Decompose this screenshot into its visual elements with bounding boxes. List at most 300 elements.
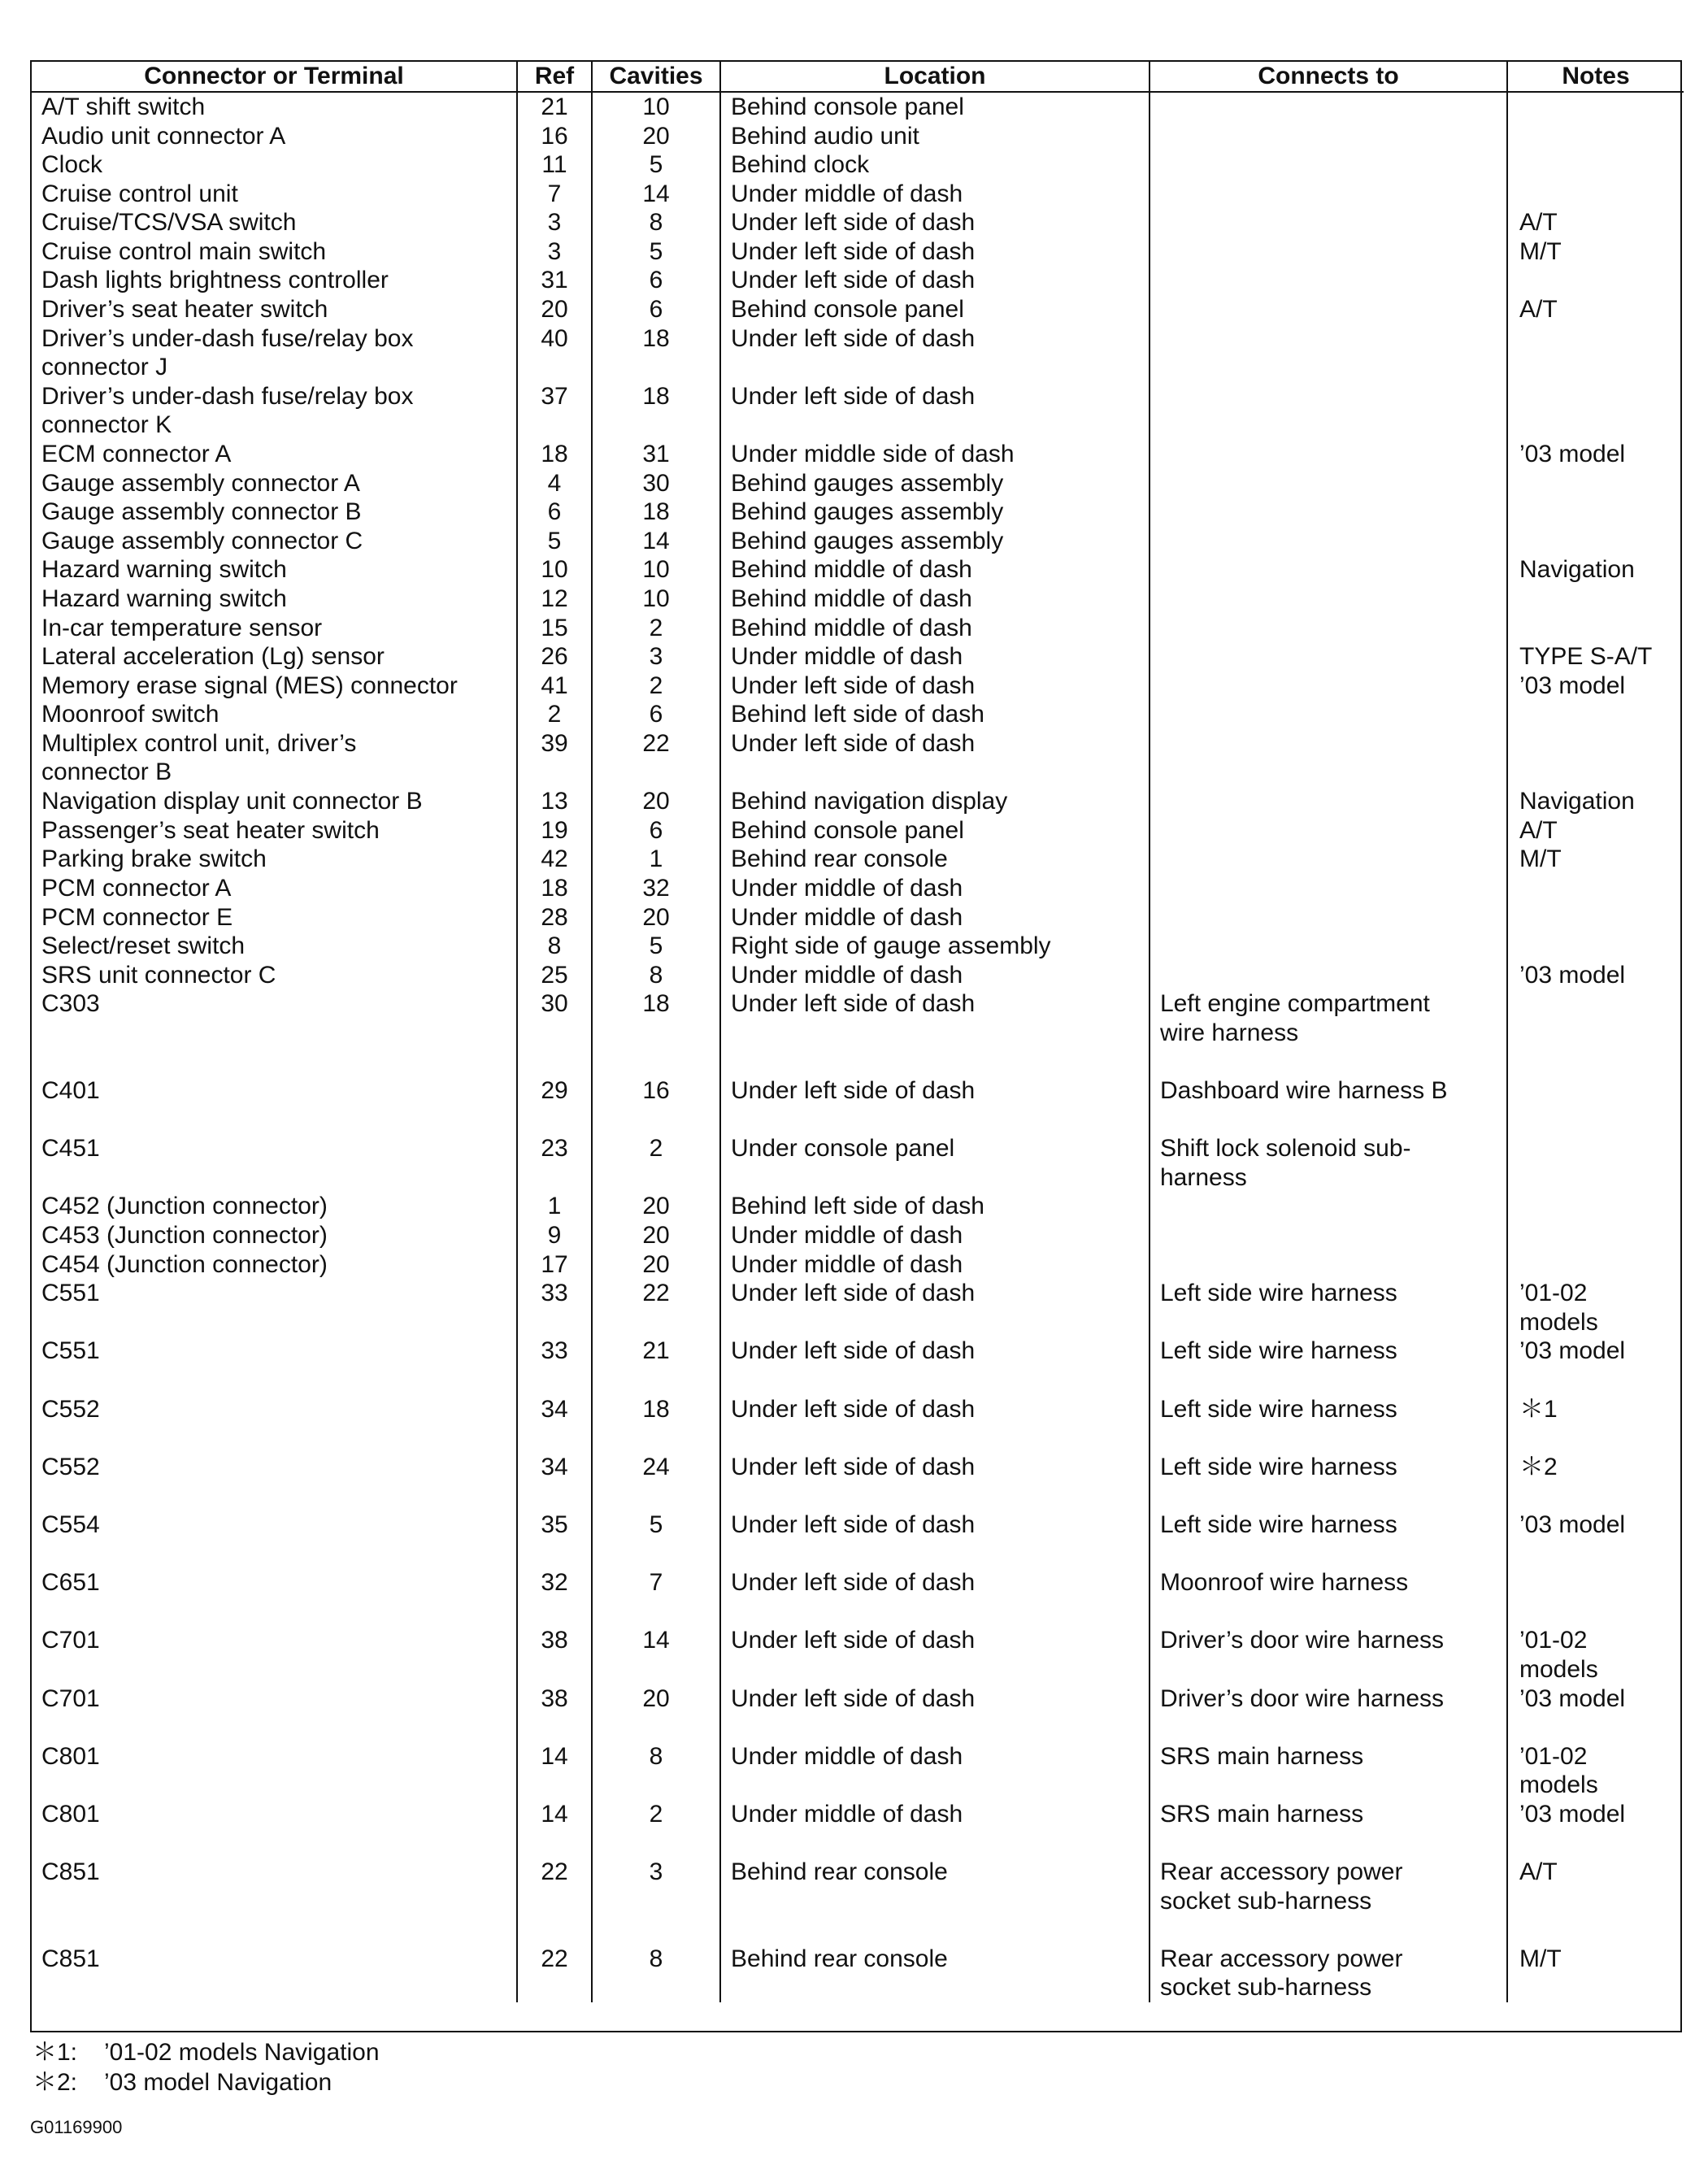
- table-row: [32, 642, 1684, 672]
- cell-notes: M/T: [1507, 845, 1684, 874]
- cell-connector: Gauge assembly connector B: [41, 498, 362, 526]
- cell-notes: ’03 model: [1507, 1800, 1684, 1858]
- table-row: [32, 903, 1684, 932]
- cell-ref: 33: [517, 1279, 592, 1337]
- table-row: [32, 932, 1684, 961]
- cell-connector: C552: [41, 1395, 100, 1423]
- cell-connects-to: [1150, 932, 1507, 961]
- cell-location: Under left side of dash: [720, 1626, 1150, 1684]
- cell-location: Under left side of dash: [720, 1076, 1150, 1134]
- cell-ref: 37: [517, 382, 592, 440]
- table-row: [32, 585, 1684, 614]
- cell-cavities: 10: [592, 555, 720, 585]
- cell-ref: 31: [517, 266, 592, 295]
- cell-location: Under middle of dash: [720, 180, 1150, 209]
- table-body: [32, 92, 1684, 2002]
- cell-connector: C801: [41, 1742, 100, 1770]
- cell-cavities: 8: [592, 961, 720, 990]
- cell-ref: 39: [517, 729, 592, 787]
- cell-connector: C851: [41, 1945, 100, 1972]
- cell-location: Behind left side of dash: [720, 700, 1150, 729]
- cell-cavities: 20: [592, 122, 720, 151]
- cell-ref: 34: [517, 1453, 592, 1510]
- cell-ref: 25: [517, 961, 592, 990]
- header-connector: Connector or Terminal: [32, 62, 517, 92]
- cell-connects-to: [1150, 1250, 1507, 1280]
- cell-connector: Lateral acceleration (Lg) sensor: [41, 643, 385, 671]
- cell-connector: C453 (Junction connector): [41, 1222, 328, 1250]
- cell-connects-to: [1150, 1221, 1507, 1250]
- cell-location: Under left side of dash: [720, 266, 1150, 295]
- cell-notes: [1507, 729, 1684, 787]
- cell-ref: 10: [517, 555, 592, 585]
- cell-cavities: 8: [592, 1742, 720, 1800]
- header-cavities: Cavities: [592, 62, 720, 92]
- table-row: [32, 469, 1684, 498]
- cell-ref: 40: [517, 324, 592, 382]
- cell-location: Under middle of dash: [720, 1250, 1150, 1280]
- cell-connector: PCM connector E: [41, 903, 233, 931]
- table-row: [32, 324, 1684, 382]
- cell-connector: Cruise/TCS/VSA switch: [41, 209, 297, 237]
- cell-cavities: 5: [592, 932, 720, 961]
- cell-connector: C552: [41, 1453, 100, 1480]
- cell-notes: [1507, 527, 1684, 556]
- figure-id: G01169900: [30, 2117, 123, 2137]
- cell-cavities: 5: [592, 1510, 720, 1568]
- cell-cavities: 2: [592, 614, 720, 643]
- header-notes: Notes: [1507, 62, 1684, 92]
- cell-cavities: 18: [592, 382, 720, 440]
- cell-connector: Driver’s under-dash fuse/relay box connector K: [41, 382, 414, 439]
- table-row: [32, 1453, 1684, 1510]
- table-row: [32, 729, 1684, 787]
- cell-notes: A/T: [1507, 295, 1684, 324]
- cell-notes: [1507, 874, 1684, 903]
- cell-location: Under left side of dash: [720, 1279, 1150, 1337]
- cell-connects-to: [1150, 555, 1507, 585]
- footnote-mark: ＊1:: [33, 2039, 78, 2066]
- cell-notes: ＊1: [1507, 1395, 1684, 1453]
- cell-ref: 18: [517, 440, 592, 469]
- table-row: [32, 266, 1684, 295]
- cell-connector: C701: [41, 1684, 100, 1712]
- cell-notes: ＊2: [1507, 1453, 1684, 1510]
- cell-ref: 26: [517, 642, 592, 672]
- cell-location: Under left side of dash: [720, 382, 1150, 440]
- cell-cavities: 18: [592, 989, 720, 1076]
- cell-cavities: 2: [592, 1134, 720, 1192]
- cell-location: Under left side of dash: [720, 1453, 1150, 1510]
- cell-connector: ECM connector A: [41, 441, 232, 468]
- cell-notes: [1507, 180, 1684, 209]
- cell-cavities: 18: [592, 1395, 720, 1453]
- cell-connector: In-car temperature sensor: [41, 614, 323, 641]
- table-row: [32, 845, 1684, 874]
- cell-location: Behind console panel: [720, 816, 1150, 845]
- cell-location: Under left side of dash: [720, 208, 1150, 237]
- cell-ref: 7: [517, 180, 592, 209]
- cell-location: Behind middle of dash: [720, 585, 1150, 614]
- cell-connects-to: [1150, 961, 1507, 990]
- cell-ref: 14: [517, 1742, 592, 1800]
- cell-cavities: 20: [592, 1250, 720, 1280]
- cell-ref: 5: [517, 527, 592, 556]
- cell-connects-to: [1150, 122, 1507, 151]
- cell-notes: M/T: [1507, 237, 1684, 267]
- cell-notes: [1507, 324, 1684, 382]
- connector-table: [32, 62, 1684, 2002]
- header-location: Location: [720, 62, 1150, 92]
- cell-ref: 34: [517, 1395, 592, 1453]
- cell-connector: C554: [41, 1511, 100, 1539]
- cell-ref: 19: [517, 816, 592, 845]
- cell-cavities: 3: [592, 1858, 720, 1945]
- cell-connector: Cruise control main switch: [41, 237, 327, 265]
- cell-connector: SRS unit connector C: [41, 961, 276, 989]
- cell-location: Right side of gauge assembly: [720, 932, 1150, 961]
- table-row: [32, 1395, 1684, 1453]
- cell-notes: ’01-02 models: [1507, 1279, 1684, 1337]
- cell-notes: A/T: [1507, 1858, 1684, 1945]
- table-row: [32, 787, 1684, 816]
- cell-ref: 15: [517, 614, 592, 643]
- cell-location: Under middle of dash: [720, 642, 1150, 672]
- footnote-text: ’01-02 models Navigation: [104, 2039, 380, 2066]
- cell-cavities: 2: [592, 672, 720, 701]
- cell-location: Behind rear console: [720, 1858, 1150, 1945]
- cell-connector: Hazard warning switch: [41, 585, 287, 612]
- cell-location: Under left side of dash: [720, 1510, 1150, 1568]
- cell-connects-to: [1150, 498, 1507, 527]
- cell-cavities: 14: [592, 1626, 720, 1684]
- cell-connects-to: Driver’s door wire harness: [1150, 1626, 1507, 1684]
- cell-connects-to: [1150, 440, 1507, 469]
- cell-cavities: 20: [592, 787, 720, 816]
- cell-connector: C551: [41, 1337, 100, 1365]
- cell-ref: 6: [517, 498, 592, 527]
- cell-location: Under console panel: [720, 1134, 1150, 1192]
- cell-connector: C303: [41, 990, 100, 1018]
- cell-location: Behind rear console: [720, 845, 1150, 874]
- cell-connects-to: SRS main harness: [1150, 1742, 1507, 1800]
- cell-notes: [1507, 122, 1684, 151]
- cell-ref: 11: [517, 150, 592, 180]
- cell-location: Under left side of dash: [720, 1568, 1150, 1626]
- cell-cavities: 31: [592, 440, 720, 469]
- table-row: [32, 237, 1684, 267]
- cell-notes: [1507, 903, 1684, 932]
- cell-cavities: 6: [592, 295, 720, 324]
- cell-cavities: 2: [592, 1800, 720, 1858]
- cell-notes: ’01-02 models: [1507, 1626, 1684, 1684]
- cell-notes: [1507, 150, 1684, 180]
- table-row: [32, 527, 1684, 556]
- cell-cavities: 14: [592, 527, 720, 556]
- cell-connector: PCM connector A: [41, 874, 232, 902]
- cell-cavities: 18: [592, 498, 720, 527]
- cell-ref: 14: [517, 1800, 592, 1858]
- table-row: [32, 440, 1684, 469]
- cell-connector: Memory erase signal (MES) connector: [41, 672, 458, 699]
- cell-connector: C401: [41, 1077, 100, 1105]
- cell-connector: C701: [41, 1627, 100, 1654]
- cell-connects-to: [1150, 642, 1507, 672]
- cell-ref: 13: [517, 787, 592, 816]
- table-row: [32, 122, 1684, 151]
- cell-connects-to: Rear accessory power socket sub-harness: [1150, 1858, 1507, 1945]
- cell-connects-to: [1150, 614, 1507, 643]
- table-row: [32, 1945, 1684, 2002]
- cell-cavities: 5: [592, 237, 720, 267]
- table-row: [32, 989, 1684, 1076]
- cell-connects-to: Rear accessory power socket sub-harness: [1150, 1945, 1507, 2002]
- cell-connector: C451: [41, 1135, 100, 1163]
- table-row: [32, 816, 1684, 845]
- table-row: [32, 208, 1684, 237]
- cell-connector: Moonroof switch: [41, 701, 219, 728]
- cell-connects-to: Dashboard wire harness B: [1150, 1076, 1507, 1134]
- cell-cavities: 20: [592, 1684, 720, 1742]
- table-row: [32, 1337, 1684, 1394]
- cell-cavities: 22: [592, 1279, 720, 1337]
- cell-notes: [1507, 1134, 1684, 1192]
- cell-cavities: 24: [592, 1453, 720, 1510]
- cell-notes: [1507, 92, 1684, 122]
- cell-notes: [1507, 266, 1684, 295]
- cell-ref: 38: [517, 1684, 592, 1742]
- cell-connects-to: [1150, 903, 1507, 932]
- cell-notes: Navigation: [1507, 787, 1684, 816]
- cell-notes: A/T: [1507, 208, 1684, 237]
- cell-connector: Dash lights brightness controller: [41, 267, 389, 294]
- cell-cavities: 1: [592, 845, 720, 874]
- cell-connects-to: Moonroof wire harness: [1150, 1568, 1507, 1626]
- cell-cavities: 8: [592, 1945, 720, 2002]
- cell-connects-to: Left side wire harness: [1150, 1453, 1507, 1510]
- table-row: [32, 700, 1684, 729]
- cell-notes: [1507, 1568, 1684, 1626]
- cell-cavities: 10: [592, 585, 720, 614]
- cell-cavities: 20: [592, 1221, 720, 1250]
- cell-ref: 32: [517, 1568, 592, 1626]
- cell-connector: C801: [41, 1800, 100, 1828]
- header-ref: Ref: [517, 62, 592, 92]
- footnote-mark: ＊2:: [33, 2069, 78, 2096]
- cell-location: Under left side of dash: [720, 989, 1150, 1076]
- cell-location: Behind left side of dash: [720, 1192, 1150, 1221]
- cell-notes: M/T: [1507, 1945, 1684, 2002]
- cell-connects-to: Left side wire harness: [1150, 1337, 1507, 1394]
- table-row: [32, 1742, 1684, 1800]
- cell-ref: 20: [517, 295, 592, 324]
- cell-ref: 4: [517, 469, 592, 498]
- table-row: [32, 295, 1684, 324]
- cell-connects-to: [1150, 469, 1507, 498]
- cell-notes: [1507, 498, 1684, 527]
- cell-notes: ’03 model: [1507, 1337, 1684, 1394]
- header-connects-to: Connects to: [1150, 62, 1507, 92]
- cell-location: Under left side of dash: [720, 237, 1150, 267]
- cell-notes: A/T: [1507, 816, 1684, 845]
- cell-cavities: 30: [592, 469, 720, 498]
- cell-ref: 22: [517, 1945, 592, 2002]
- cell-cavities: 32: [592, 874, 720, 903]
- cell-ref: 23: [517, 1134, 592, 1192]
- cell-notes: [1507, 700, 1684, 729]
- table-row: [32, 382, 1684, 440]
- cell-cavities: 3: [592, 642, 720, 672]
- cell-connects-to: [1150, 324, 1507, 382]
- cell-ref: 41: [517, 672, 592, 701]
- cell-location: Under middle of dash: [720, 1800, 1150, 1858]
- cell-ref: 38: [517, 1626, 592, 1684]
- cell-connects-to: Driver’s door wire harness: [1150, 1684, 1507, 1742]
- table-row: [32, 1858, 1684, 1945]
- cell-notes: ’03 model: [1507, 1510, 1684, 1568]
- cell-location: Behind middle of dash: [720, 614, 1150, 643]
- cell-connects-to: [1150, 382, 1507, 440]
- cell-ref: 33: [517, 1337, 592, 1394]
- cell-cavities: 6: [592, 700, 720, 729]
- cell-connects-to: [1150, 295, 1507, 324]
- cell-connector: C851: [41, 1858, 100, 1886]
- table-row: [32, 1510, 1684, 1568]
- cell-location: Behind gauges assembly: [720, 469, 1150, 498]
- cell-ref: 29: [517, 1076, 592, 1134]
- cell-notes: [1507, 469, 1684, 498]
- cell-ref: 8: [517, 932, 592, 961]
- cell-ref: 18: [517, 874, 592, 903]
- header-row: [32, 62, 1684, 92]
- cell-notes: ’03 model: [1507, 1684, 1684, 1742]
- cell-connector: Driver’s under-dash fuse/relay box connector J: [41, 324, 414, 381]
- cell-connects-to: [1150, 1192, 1507, 1221]
- cell-connector: Passenger’s seat heater switch: [41, 816, 380, 844]
- cell-connects-to: Left side wire harness: [1150, 1510, 1507, 1568]
- cell-cavities: 5: [592, 150, 720, 180]
- cell-location: Under left side of dash: [720, 324, 1150, 382]
- cell-connects-to: SRS main harness: [1150, 1800, 1507, 1858]
- cell-connects-to: Left side wire harness: [1150, 1279, 1507, 1337]
- cell-connects-to: [1150, 266, 1507, 295]
- cell-connects-to: [1150, 237, 1507, 267]
- cell-connects-to: [1150, 700, 1507, 729]
- cell-ref: 1: [517, 1192, 592, 1221]
- cell-location: Under middle of dash: [720, 1221, 1150, 1250]
- cell-location: Behind rear console: [720, 1945, 1150, 2002]
- cell-connector: Parking brake switch: [41, 845, 267, 873]
- cell-location: Under left side of dash: [720, 729, 1150, 787]
- cell-location: Under middle side of dash: [720, 440, 1150, 469]
- cell-connector: Driver’s seat heater switch: [41, 296, 328, 324]
- cell-connects-to: [1150, 672, 1507, 701]
- table-row: [32, 1076, 1684, 1134]
- cell-cavities: 18: [592, 324, 720, 382]
- cell-cavities: 16: [592, 1076, 720, 1134]
- cell-notes: [1507, 382, 1684, 440]
- cell-notes: [1507, 989, 1684, 1076]
- table-row: [32, 1250, 1684, 1280]
- cell-notes: [1507, 932, 1684, 961]
- cell-connects-to: [1150, 729, 1507, 787]
- table-row: [32, 1134, 1684, 1192]
- table-row: [32, 614, 1684, 643]
- table-row: [32, 672, 1684, 701]
- cell-ref: 30: [517, 989, 592, 1076]
- connector-table-frame: [30, 60, 1682, 2032]
- footnotes: [33, 2037, 380, 2097]
- cell-ref: 17: [517, 1250, 592, 1280]
- cell-ref: 28: [517, 903, 592, 932]
- cell-cavities: 8: [592, 208, 720, 237]
- cell-ref: 22: [517, 1858, 592, 1945]
- cell-cavities: 6: [592, 816, 720, 845]
- cell-ref: 3: [517, 208, 592, 237]
- table-row: [32, 555, 1684, 585]
- cell-connects-to: Left engine compartment wire harness: [1150, 989, 1507, 1076]
- cell-connector: C551: [41, 1280, 100, 1307]
- table-row: [32, 1192, 1684, 1221]
- cell-notes: ’03 model: [1507, 672, 1684, 701]
- cell-notes: ’03 model: [1507, 440, 1684, 469]
- cell-notes: [1507, 1192, 1684, 1221]
- cell-notes: Navigation: [1507, 555, 1684, 585]
- cell-location: Under left side of dash: [720, 1395, 1150, 1453]
- cell-location: Under left side of dash: [720, 1684, 1150, 1742]
- cell-connector: Gauge assembly connector C: [41, 527, 363, 554]
- cell-cavities: 20: [592, 1192, 720, 1221]
- cell-notes: ’01-02 models: [1507, 1742, 1684, 1800]
- table-row: [32, 150, 1684, 180]
- cell-location: Behind clock: [720, 150, 1150, 180]
- cell-ref: 21: [517, 92, 592, 122]
- cell-connector: A/T shift switch: [41, 93, 206, 120]
- cell-connects-to: [1150, 527, 1507, 556]
- cell-connects-to: Shift lock solenoid sub- harness: [1150, 1134, 1507, 1192]
- footnote-text: ’03 model Navigation: [104, 2069, 332, 2096]
- cell-cavities: 10: [592, 92, 720, 122]
- cell-location: Under middle of dash: [720, 903, 1150, 932]
- cell-ref: 2: [517, 700, 592, 729]
- cell-connects-to: [1150, 585, 1507, 614]
- cell-connects-to: [1150, 787, 1507, 816]
- cell-location: Behind console panel: [720, 92, 1150, 122]
- cell-cavities: 6: [592, 266, 720, 295]
- table-row: [32, 1800, 1684, 1858]
- cell-notes: [1507, 585, 1684, 614]
- cell-connects-to: [1150, 150, 1507, 180]
- cell-notes: [1507, 614, 1684, 643]
- cell-ref: 12: [517, 585, 592, 614]
- cell-connects-to: [1150, 845, 1507, 874]
- cell-connector: Clock: [41, 151, 103, 179]
- cell-ref: 35: [517, 1510, 592, 1568]
- table-row: [32, 874, 1684, 903]
- table-row: [32, 1684, 1684, 1742]
- cell-location: Behind middle of dash: [720, 555, 1150, 585]
- cell-connects-to: Left side wire harness: [1150, 1395, 1507, 1453]
- cell-cavities: 22: [592, 729, 720, 787]
- cell-connector: Gauge assembly connector A: [41, 469, 360, 497]
- cell-location: Behind navigation display: [720, 787, 1150, 816]
- cell-connector: Navigation display unit connector B: [41, 788, 423, 815]
- cell-location: Behind gauges assembly: [720, 498, 1150, 527]
- cell-location: Behind gauges assembly: [720, 527, 1150, 556]
- cell-location: Under middle of dash: [720, 874, 1150, 903]
- cell-cavities: 21: [592, 1337, 720, 1394]
- table-row: [32, 180, 1684, 209]
